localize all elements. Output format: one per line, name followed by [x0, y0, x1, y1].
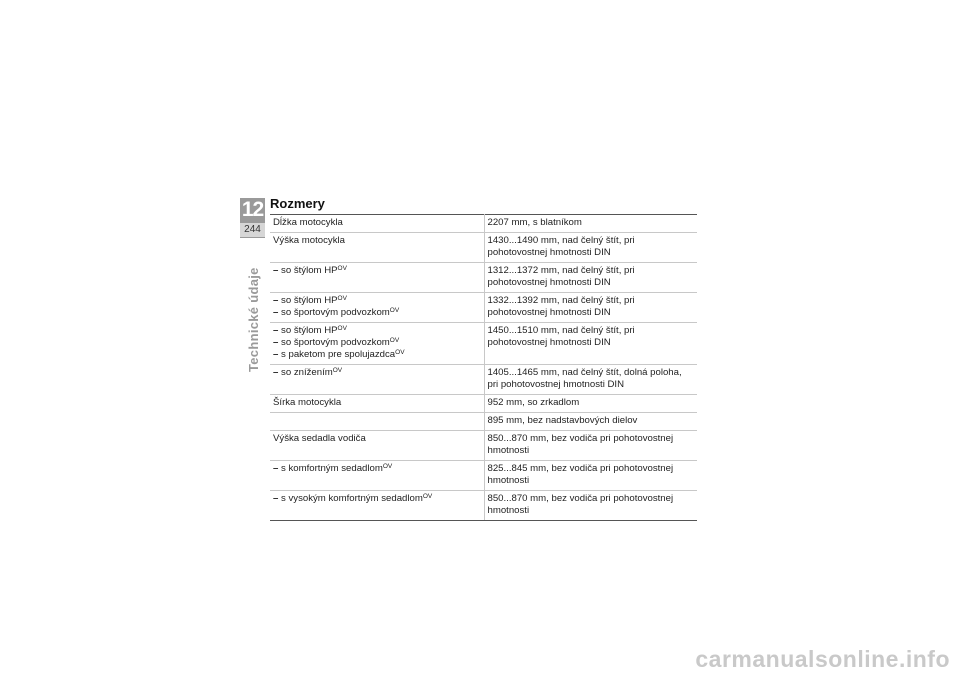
row-label-line — [273, 367, 481, 379]
row-label-line — [273, 337, 481, 349]
row-label-cell — [270, 413, 484, 431]
row-label-cell — [270, 323, 484, 365]
list-dash-icon: – — [273, 349, 282, 360]
table-row — [270, 461, 697, 491]
row-label-text: Výška motocykla — [273, 235, 345, 246]
option-marker: OV — [337, 265, 347, 272]
row-label-text: Dĺžka motocykla — [273, 217, 343, 228]
row-label-cell — [270, 293, 484, 323]
table-row — [270, 413, 697, 431]
row-label-text: Šírka motocykla — [273, 397, 342, 408]
row-label-cell — [270, 461, 484, 491]
table-row — [270, 491, 697, 521]
row-label-line — [273, 295, 481, 307]
row-label-cell — [270, 431, 484, 461]
table-row — [270, 365, 697, 395]
row-label-text: so štýlom HP — [281, 325, 338, 336]
row-value-cell: 850...870 mm, bez vodiča pri pohotovostnej hmotnosti — [484, 431, 697, 461]
list-dash-icon: – — [273, 325, 282, 336]
row-label-text: so znížením — [281, 367, 333, 378]
option-marker: OV — [422, 493, 433, 500]
chapter-side-label: Technické údaje — [246, 267, 261, 372]
row-label-line — [273, 265, 481, 277]
list-dash-icon: – — [273, 463, 282, 474]
row-label-text: so štýlom HP — [281, 265, 338, 276]
row-label-cell — [270, 215, 484, 233]
row-value-cell: 1312...1372 mm, nad čelný štít, pri pohotovostnej hmotnosti DIN — [484, 263, 697, 293]
table-row — [270, 215, 697, 233]
row-label-cell — [270, 365, 484, 395]
row-label-cell — [270, 491, 484, 521]
row-label-text: s paketom pre spolujazdca — [281, 349, 396, 360]
list-dash-icon: – — [273, 295, 282, 306]
option-marker: OV — [332, 367, 343, 374]
option-marker: OV — [389, 307, 400, 314]
chapter-number: 12 — [241, 198, 264, 221]
dimensions-table — [270, 214, 697, 521]
option-marker: OV — [395, 349, 405, 356]
watermark: carmanualsonline.info — [695, 646, 950, 672]
row-label-line — [273, 397, 481, 409]
list-dash-icon: – — [273, 337, 282, 348]
row-label-line — [273, 325, 481, 337]
row-value-cell: 895 mm, bez nadstavbových dielov — [484, 413, 697, 431]
list-dash-icon: – — [273, 265, 282, 276]
option-marker: OV — [337, 325, 347, 332]
page-number: 244 — [240, 223, 265, 237]
row-value-cell: 952 mm, so zrkadlom — [484, 395, 697, 413]
row-label-text: so športovým podvozkom — [281, 337, 390, 348]
row-label-line — [273, 307, 481, 319]
chapter-tab — [240, 198, 265, 238]
table-row — [270, 431, 697, 461]
list-dash-icon: – — [273, 493, 282, 504]
section-title: Rozmery — [270, 196, 325, 211]
table-row — [270, 395, 697, 413]
row-value-cell: 850...870 mm, bez vodiča pri pohotovostnej hmotnosti — [484, 491, 697, 521]
table-row — [270, 323, 697, 365]
option-marker: OV — [337, 295, 347, 302]
row-label-text: Výška sedadla vodiča — [273, 433, 366, 444]
row-value-cell: 1450...1510 mm, nad čelný štít, pri pohotovostnej hmotnosti DIN — [484, 323, 697, 365]
row-label-text: s vysokým komfortným sedadlom — [281, 493, 423, 504]
option-marker: OV — [382, 463, 393, 470]
row-value-cell: 1405...1465 mm, nad čelný štít, dolná poloha, pri pohotovostnej hmotnosti DIN — [484, 365, 697, 395]
row-label-cell — [270, 233, 484, 263]
dimensions-table-body — [270, 215, 697, 521]
row-label-text: so športovým podvozkom — [281, 307, 390, 318]
table-row — [270, 293, 697, 323]
row-label-text: s komfortným sedadlom — [281, 463, 383, 474]
option-marker: OV — [389, 337, 400, 344]
row-label-line — [273, 349, 481, 361]
row-label-line — [273, 433, 481, 445]
table-row — [270, 263, 697, 293]
row-label-text: so štýlom HP — [281, 295, 338, 306]
row-label-line — [273, 217, 481, 229]
row-value-cell: 1332...1392 mm, nad čelný štít, pri pohotovostnej hmotnosti DIN — [484, 293, 697, 323]
row-label-cell — [270, 395, 484, 413]
list-dash-icon: – — [273, 367, 282, 378]
row-value-cell: 2207 mm, s blatníkom — [484, 215, 697, 233]
row-label-cell — [270, 263, 484, 293]
row-value-cell: 1430...1490 mm, nad čelný štít, pri pohotovostnej hmotnosti DIN — [484, 233, 697, 263]
row-label-line — [273, 463, 481, 475]
list-dash-icon: – — [273, 307, 282, 318]
row-label-line — [273, 493, 481, 505]
table-row — [270, 233, 697, 263]
row-value-cell: 825...845 mm, bez vodiča pri pohotovostnej hmotnosti — [484, 461, 697, 491]
row-label-line — [273, 235, 481, 247]
